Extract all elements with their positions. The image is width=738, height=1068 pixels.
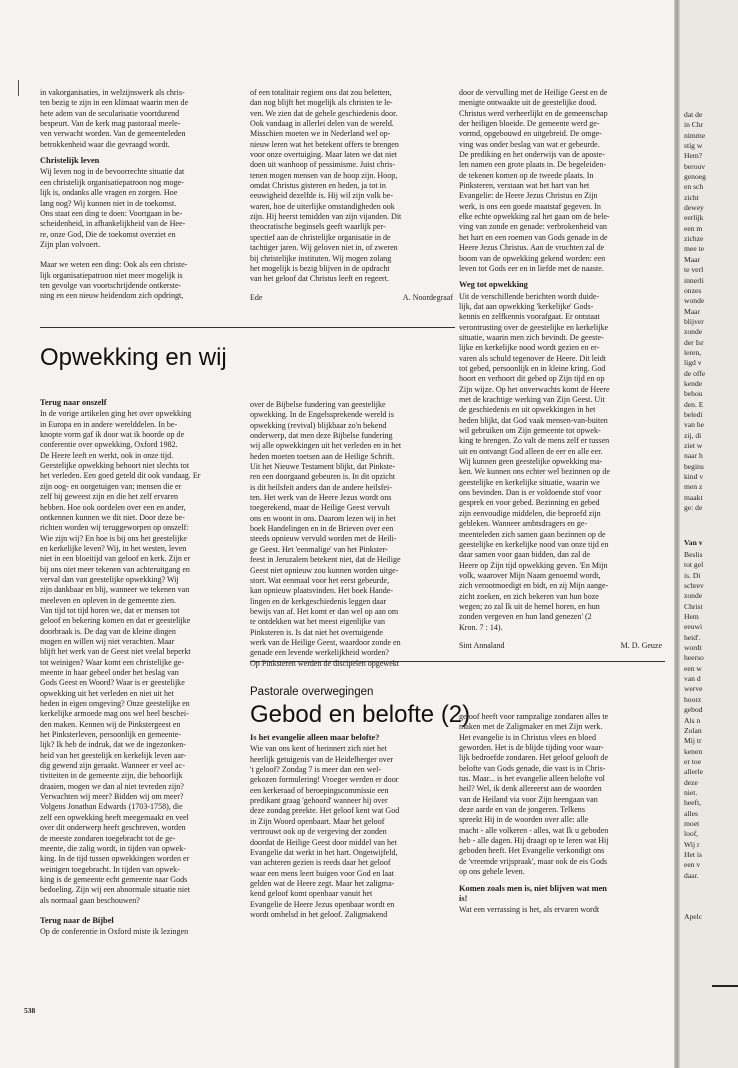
paragraph: Op Pinksteren werden de discipelen opgewekt xyxy=(250,658,400,668)
paragraph: geloof heeft voor rampzalige zondaren alles te maken met de Zaligmaker en met Zijn werk. Het evangelie is in Christus vlees en bloed geworden. Het is de blijde tijding voor waar- lijk bedroefde zondaren. Het geloof gelooft de belofte van Gods genade, die vast is in Chris- tus. Maar... is het evangelie alleen belofte vol heil? Wel, ik denk allereerst aan de woorden van de Heiland via voor Zijn heengaan van deze aarde en van de jongeren. Telkens spreekt Hij in de woorden over alle: alle macht - alle volkeren - alles, wat Ik u geboden heb - alle dagen. Hij draagt op te leren wat Hij geboden heeft. Het Evangelie verkondigt ons de 'vreemde vrijspraak', maar ook de eis Gods op ons gehele leven. xyxy=(459,712,609,877)
paragraph: Wij leven nog in de bevoorrechte situatie dat een christelijk organisatiepatroon nog moge- lijk is, ondanks alle vragen en zorgen. Hoe lang nog? Wij kunnen niet in de toekomst. Ons staat een ding te doen: Voortgaan in be- scheidenheid, in afhankelijkheid van de Hee- re, onze God, Die de toekomst overziet en Zijn plan volvoert. xyxy=(40,167,186,249)
margin-mark xyxy=(18,80,19,96)
article-title: Gebod en belofte (2) xyxy=(250,701,471,728)
paragraph: Wie van ons kent of herinnert zich niet het heerlijk getuigenis van de Heidelberger over 't geloof? Zondag 7 is meer dan een wel- gekozen formulering! Vroeger werden er door een kerkeraad of beroepingscommissie een predikant graag 'gehoord' wanneer hij over deze zondag preekte. Het geloof kent wat God in Zijn Woord openbaart. Maar het geloof vertrouwt ook op de vergeving der zonden doordat de Heilige Geest door middel van het Evangelie dat werkt in het hart. Ongetwijfeld, van achteren gezien is reeds daar het geloof waar een mens leert buigen voor God en laat gelden wat de Heere zegt. Maar het zaligma- kend geloof komt openbaar vanuit het Evangelie de Heere Jezus openbaar wordt en wordt omhelsd in het geloof. Zaligmakend xyxy=(250,744,400,919)
section-rule xyxy=(250,661,665,662)
subheading: Terug naar de Bijbel xyxy=(40,915,114,925)
paragraph: Wat een verrassing is het, als ervaren wordt xyxy=(459,905,600,915)
signature-place: Sint Annaland xyxy=(459,640,505,650)
opwekking-column-1 xyxy=(40,398,243,938)
signature-place: Ede xyxy=(250,292,263,302)
top-column-1 xyxy=(40,88,243,302)
page-gutter xyxy=(674,0,680,1068)
gebod-column-2 xyxy=(459,712,662,916)
paragraph: of een totalitair regiem ons dat zou beletten, dan nog blijft het mogelijk als christen te le- ven. We zien dat de gehele geschiedenis door. Ook vandaag in allerlei delen van de wereld. Misschien moeten we in Nederland wel op- nieuw leren wat het betekent offers te brengen voor onze overtuiging. Maar laten we dat niet doen uit wanhoop of pessimisme. Juist chris- tenen mogen mensen van de hoop zijn. Hoop, omdat Christus gisteren en heden, ja tot in eeuwigheid dezelfde is. Hij wil zijn volk be- waren, hoe de uiterlijke omstandigheden ook zijn. Hij heerst temidden van zijn vijanden. Dit theocratische beginsels geeft waarlijk per- spectief aan de christelijke organisatie in de tachtiger jaren. Wij geloven niet in, of zweren bij christelijke instituten. Wij mogen zolang het mogelijk is bezig blijven in de opdracht van het geloof dat Christus leeft en regeert. xyxy=(250,88,402,284)
subheading: Christelijk leven xyxy=(40,156,100,166)
section-rule xyxy=(40,327,455,328)
signature-name: A. Noordegraaf xyxy=(402,292,453,302)
strip-rule xyxy=(712,985,738,987)
paragraph: over de Bijbelse fundering van geestelijke opwekking. In de Engelssprekende wereld is opwekking (revival) blijkbaar zo'n bekend onderwerp, dat men deze Bijbelse fundering wij alle opwekkingen uit het verleden en in het heden moeten toetsen aan de Heilige Schrift. Uit het Nieuwe Testament blijkt, dat Pinkste- ren een doorgaand gebeuren is. In dit opzicht is dit heilsfeit anders dan de andere heilsfei- ten. Het werk van de Heere Jezus wordt ons toegerekend, maar de Heilige Geest vervult ons en woont in ons. Daarom lezen wij in het boek Handelingen en in de Brieven over een steeds opnieuw vervuld worden met de Heili- ge Geest. Het 'eenmalige' van het Pinkster- feest in Jeruzalem betekent niet, dat de Heilige Geest niet opnieuw zou kunnen worden uitge- stort. Wat eenmaal voor het eerst gebeurde, kan opnieuw plaatsvinden. Het boek Hande- lingen en de kerkgeschiedenis leggen daar bewijs van af. Het komt er dan wel op aan om te ontdekken wat het meest eigenlijke van Pinksteren is. Is dat niet het overtuigende werk van de Heilige Geest, waardoor zonde en genade een levende werkelijkheid worden? xyxy=(250,400,402,658)
article-title: Opwekking en wij xyxy=(40,344,227,371)
paragraph: Maar we weten een ding: Ook als een christe- lijk organisatiepatroon niet meer mogelijk is ten gevolge van voortschrijdende ontkerste- ning en een nieuw heidendom zich opdringt, xyxy=(40,260,188,301)
strip-text: Beslis tot gel is. Di schrev zonde Christ Hem eeuwi heid'. wordt heerso een w van d werve hoorz gebod Als n Zolan Mij tr kenen er toe allerle deze niet. heeft, alles moet loof, Wij r Het is een v daar. xyxy=(684,550,704,880)
paragraph: in vakorganisaties, in welzijnswerk als chris- ten bezig te zijn in een klimaat waarin men de hete adem van de secularisatie voortdurend bespeurt. Van de kerk mag pastoraal meele- ven verwacht worden. Van de gemeenteleden betrokkenheid waar die gevraagd wordt. xyxy=(40,88,189,149)
top-column-2 xyxy=(250,88,453,303)
signature xyxy=(250,293,453,303)
signature-name: M. D. Geuze xyxy=(620,640,662,650)
subheading: Is het evangelie alleen maar belofte? xyxy=(250,733,380,742)
opwekking-column-3 xyxy=(459,88,662,651)
opwekking-column-2 xyxy=(250,400,453,669)
paragraph: In de vorige artikelen ging het over opwekking in Europa en in andere werelddelen. In be- knopte vorm gaf ik door wat ik hoorde op de conferentie over opwekking, Oxford 1982. De Heere leeft en werkt, ook in onze tijd. Geestelijke opwekking behoort niet slechts tot het verleden. Een goed geteld dit ook vandaag. Er zijn oog- en oorgetuigen van; mensen die er zelf bij geweest zijn en die het zelf ervaren hebben. Hoe ook oordelen over een en ander, ontkennen kunnen we dit niet. Door deze be- richten worden wij teruggeworpen op onszelf: Wie zijn wij? En hoe is bij ons het geestelijke en kerkelijke leven? Wij, in het westen, leven niet in een bloeitijd van geloof en kerk. Zijn er bij ons niet meer tekenen van achteruitgang en verval dan van geestelijke opwekking? Wij zijn dankbaar en blij, wanneer we tekenen van meeleven en opleven in de gemeente zien. Van tijd tot tijd horen we, dat er mensen tot geloof en bekering komen en dat er geestelijke doorbraak is. De dag van de kleine dingen mogen en willen wij niet verachten. Maar blijft het werk van de Geest niet veelal beperkt tot weinigen? Waar komt een christelijke ge- meente in haar geheel onder het beslag van Gods Geest en Woord? Waar is er geestelijke opwekking uit het verleden en niet uit het heden in eigen omgeving? Onze geestelijke en kerkelijke armoede mag ons wel heel beschei- den maken. Kennen wij de Pinkstergeest en het Pinksterleven, persoonlijk en gemeente- lijk? Ik heb de indruk, dat we de ingezonken- heid van het geestelijk en kerkelijk leven aar- dig gewend zijn geraakt. Wanneer er veel ac- tiviteiten in de gemeente zijn, die behoorlijk draaien, mogen we dan al niet tevreden zijn? Verwachten wij meer? Bidden wij om meer? Volgens Jonathan Edwards (1703-1758), die zelf een opwekking heeft meegemaakt en veel over dit onderwerp heeft geschreven, worden de meeste zondaren toegebracht tot de ge- meente, die zalig wordt, in tijden van opwek- king. In de tijd tussen opwekkingen worden er weinigen toegebracht. In tijden van opwek- king is de gemeente echt gemeente naar Gods bedoeling. Zijn wij een abnormale situatie niet als normaal gaan beschouwen? xyxy=(40,409,201,905)
strip-footer: Apelc xyxy=(684,912,703,921)
page-number: 538 xyxy=(24,1006,36,1015)
paragraph: Uit de verschillende berichten wordt duide- lijk, dat aan opwekking 'kerkelijke' Gods- kennis en zelfkennis voorafgaat. Er ontstaat verontrusting over de geestelijke en kerkelijke situatie, waarin men zich bevindt. De geeste- lijke en kerkelijke nood wordt gezien en er- varen als schuld tegenover de Heere. Dit leidt tot gebed, persoonlijk en in kleine kring. God hoort en verhoort dit gebed op Zijn tijd en op Zijn wijze. Op het onverwachts komt de Heere met de krachtige werking van Zijn Geest. Uit de geschiedenis en uit opwekkingen in het heden blijkt, dat God vaak mensen-van-buiten wil gebruiken om Zijn gemeente tot opwek- king te brengen. Zo valt de mens zelf er tussen uit en ontvangt God alleen de eer en alle eer. Wij kunnen geen geestelijke opwekking ma- ken. We kunnen ons echter wel bezinnen op de geestelijke en kerkelijke situatie, waarin we ons bevinden. Dan is er voldoende stof voor gesprek en voor gebed. Bezinning en gebed zijn eenvoudige middelen, die beproefd zijn gebleken. Wanneer ambtsdragers en ge- meenteleden zich samen gaan bezinnen op de geestelijke en kerkelijke nood van onze tijd en daar samen voor gaan bidden, dan zal de Heere op Zijn tijd opwekking geven. 'En Mijn volk, waarover Mijn Naam genoemd wordt, zich verootmoedigt en bidt, en zij Mijn aange- zicht zoeken, en zich bekeren van hun boze wegen; zo zal Ik uit de hemel horen, en hun zonden vergeven en hun land genezen' (2 Kron. 7 : 14). xyxy=(459,291,610,632)
strip-text: dat de in Chr nimme stig w Hem? berouv genoeg en sch zicht dewey eerlijk een m zichze mee te Maar te verl innerli onzes wonde Maar blijver zonde der Isr leren, ligd v de offe kende behou den. E beledi van he zij, di ziet w naar h begins kind v men z maakt ge: de xyxy=(684,110,706,513)
paragraph: door de vervulling met de Heilige Geest en de menigte ontwaakte uit de geestelijke dood. Christus werd verheerlijkt en de gemeenschap der heiligen bloeide. De gemeente werd ge- vormd, opgebouwd en uitgebreid. De omge- ving was onder beslag van wat er gebeurde. De prediking en het onderwijs van de aposte- len namen een grote plaats in. De begeleiden- de tekenen komen op de tweede plaats. In Pinksteren, verstaan wat het hart van het Evangelie: de Heere Jezus Christus en Zijn werk, is ons een goede maatstaf gegeven. In elke echte opwekking zal het gaan om de bele- ving van zonde en genade: verbrokenheid van het hart en een roemen van Gods genade in de Heere Jezus Christus. Aan de vruchten zal de boom van de opwekking gekend worden: een leven tot Gods eer en in liefde met de naaste. xyxy=(459,88,610,273)
subheading: Komen zoals men is, niet blijven wat men is! xyxy=(459,883,607,903)
signature xyxy=(459,641,662,651)
subheading: Weg tot opwekking xyxy=(459,280,528,290)
paragraph: Op de conferentie in Oxford miste ik lezingen xyxy=(40,927,189,937)
article-kicker: Pastorale overwegingen xyxy=(250,686,374,698)
strip-heading: Van v xyxy=(684,538,703,547)
subheading: Terug naar onszelf xyxy=(40,398,107,407)
gebod-column-1 xyxy=(250,733,453,920)
